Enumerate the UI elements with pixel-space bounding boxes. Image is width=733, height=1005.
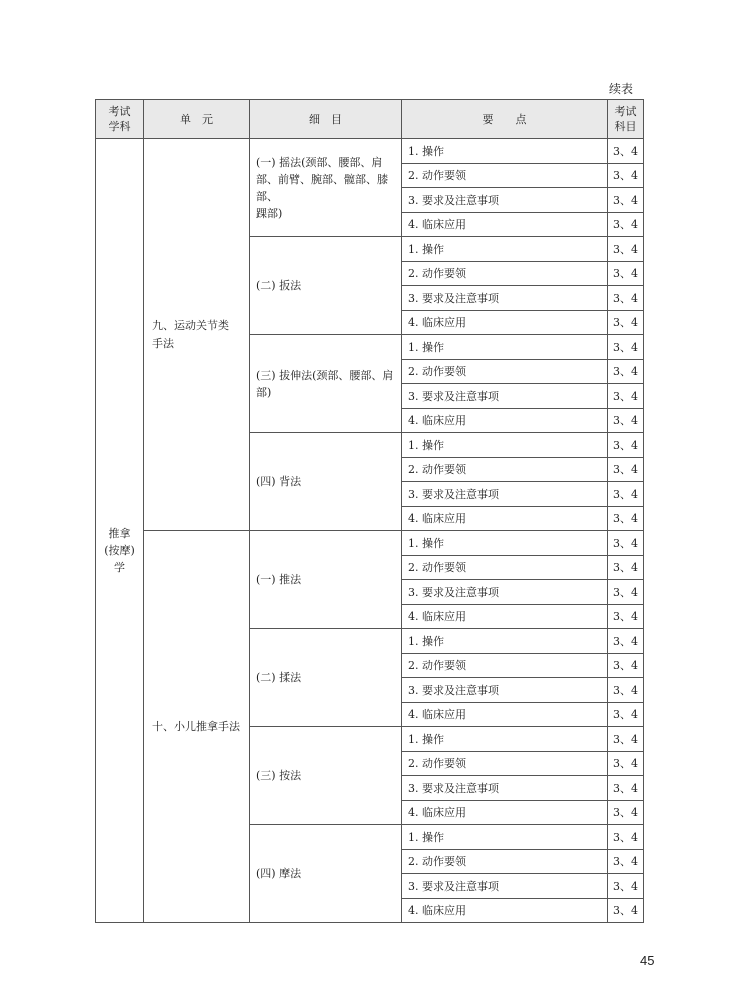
item-cell xyxy=(250,335,402,433)
grade-cell: 3、4 xyxy=(608,237,644,262)
point-cell: 2. 动作要领 xyxy=(402,163,608,188)
continued-label: 续表 xyxy=(608,82,633,96)
point-cell: 3. 要求及注意事项 xyxy=(402,482,608,507)
item-cell xyxy=(250,139,402,237)
point-cell: 1. 操作 xyxy=(402,727,608,752)
item-label: (一) 摇法(颈部、腰部、肩 xyxy=(256,155,383,169)
point-cell: 1. 操作 xyxy=(402,825,608,850)
grade-cell: 3、4 xyxy=(608,531,644,556)
grade-cell: 3、4 xyxy=(608,482,644,507)
grade-cell: 3、4 xyxy=(608,702,644,727)
item-cell xyxy=(250,237,402,335)
table-row xyxy=(96,139,644,164)
unit-cell xyxy=(144,139,250,531)
item-label: (二) 揉法 xyxy=(256,671,302,684)
item-label: 部) xyxy=(256,385,272,399)
point-cell: 2. 动作要领 xyxy=(402,261,608,286)
header-subject xyxy=(96,100,144,139)
unit-label: 九、运动关节类 xyxy=(152,318,229,332)
grade-cell: 3、4 xyxy=(608,874,644,899)
grade-cell: 3、4 xyxy=(608,408,644,433)
point-cell: 1. 操作 xyxy=(402,237,608,262)
unit-label: 手法 xyxy=(152,336,174,350)
point-cell: 2. 动作要领 xyxy=(402,751,608,776)
point-cell: 4. 临床应用 xyxy=(402,310,608,335)
point-cell: 4. 临床应用 xyxy=(402,506,608,531)
point-cell: 4. 临床应用 xyxy=(402,898,608,923)
point-cell: 3. 要求及注意事项 xyxy=(402,678,608,703)
grade-cell: 3、4 xyxy=(608,310,644,335)
subject-cell xyxy=(96,139,144,923)
point-cell: 2. 动作要领 xyxy=(402,849,608,874)
grade-cell: 3、4 xyxy=(608,751,644,776)
point-cell: 3. 要求及注意事项 xyxy=(402,580,608,605)
table-row xyxy=(96,531,644,556)
table-body xyxy=(96,139,644,923)
item-cell xyxy=(250,531,402,629)
page-number: 45 xyxy=(640,953,655,968)
grade-cell: 3、4 xyxy=(608,555,644,580)
grade-cell: 3、4 xyxy=(608,433,644,458)
point-cell: 4. 临床应用 xyxy=(402,800,608,825)
item-cell xyxy=(250,727,402,825)
grade-cell: 3、4 xyxy=(608,286,644,311)
point-cell: 2. 动作要领 xyxy=(402,359,608,384)
header-subject-line: 考试 xyxy=(108,105,131,118)
item-label: (一) 推法 xyxy=(256,573,302,586)
header-grade-line: 考试 xyxy=(614,105,637,118)
point-cell: 2. 动作要领 xyxy=(402,653,608,678)
grade-cell: 3、4 xyxy=(608,678,644,703)
item-label: 部、前臂、腕部、髋部、膝部、 xyxy=(256,172,388,203)
grade-cell: 3、4 xyxy=(608,506,644,531)
item-cell xyxy=(250,433,402,531)
point-cell: 3. 要求及注意事项 xyxy=(402,384,608,409)
grade-cell: 3、4 xyxy=(608,849,644,874)
header-item: 细 目 xyxy=(250,100,402,139)
grade-cell: 3、4 xyxy=(608,335,644,360)
point-cell: 2. 动作要领 xyxy=(402,555,608,580)
point-cell: 4. 临床应用 xyxy=(402,604,608,629)
grade-cell: 3、4 xyxy=(608,653,644,678)
header-grade-line: 科目 xyxy=(614,120,637,133)
point-cell: 4. 临床应用 xyxy=(402,702,608,727)
point-cell: 2. 动作要领 xyxy=(402,457,608,482)
unit-cell xyxy=(144,531,250,923)
grade-cell: 3、4 xyxy=(608,898,644,923)
grade-cell: 3、4 xyxy=(608,457,644,482)
grade-cell: 3、4 xyxy=(608,261,644,286)
point-cell: 1. 操作 xyxy=(402,139,608,164)
grade-cell: 3、4 xyxy=(608,139,644,164)
subject-line: (按摩) xyxy=(104,544,135,557)
point-cell: 3. 要求及注意事项 xyxy=(402,188,608,213)
point-cell: 1. 操作 xyxy=(402,531,608,556)
unit-label: 十、小儿推拿手法 xyxy=(152,719,240,733)
grade-cell: 3、4 xyxy=(608,629,644,654)
point-cell: 3. 要求及注意事项 xyxy=(402,874,608,899)
header-subject-line: 学科 xyxy=(108,120,131,133)
subject-line: 推拿 xyxy=(108,527,131,540)
point-cell: 3. 要求及注意事项 xyxy=(402,286,608,311)
item-cell xyxy=(250,629,402,727)
item-cell xyxy=(250,825,402,923)
point-cell: 1. 操作 xyxy=(402,629,608,654)
grade-cell: 3、4 xyxy=(608,212,644,237)
item-label: 踝部) xyxy=(256,206,283,220)
item-label: (四) 背法 xyxy=(256,475,302,488)
item-label: (四) 摩法 xyxy=(256,867,302,880)
point-cell: 3. 要求及注意事项 xyxy=(402,776,608,801)
subject-line: 学 xyxy=(114,561,125,574)
grade-cell: 3、4 xyxy=(608,800,644,825)
header-point: 要 点 xyxy=(402,100,608,139)
point-cell: 4. 临床应用 xyxy=(402,408,608,433)
grade-cell: 3、4 xyxy=(608,188,644,213)
grade-cell: 3、4 xyxy=(608,825,644,850)
grade-cell: 3、4 xyxy=(608,727,644,752)
point-cell: 4. 临床应用 xyxy=(402,212,608,237)
item-label: (三) 拔伸法(颈部、腰部、肩 xyxy=(256,368,394,382)
grade-cell: 3、4 xyxy=(608,580,644,605)
grade-cell: 3、4 xyxy=(608,604,644,629)
header-unit: 单 元 xyxy=(144,100,250,139)
header-row xyxy=(96,100,644,139)
header-grade xyxy=(608,100,644,139)
item-label: (二) 扳法 xyxy=(256,279,302,292)
syllabus-table xyxy=(95,99,644,923)
grade-cell: 3、4 xyxy=(608,359,644,384)
grade-cell: 3、4 xyxy=(608,163,644,188)
grade-cell: 3、4 xyxy=(608,384,644,409)
point-cell: 1. 操作 xyxy=(402,433,608,458)
grade-cell: 3、4 xyxy=(608,776,644,801)
point-cell: 1. 操作 xyxy=(402,335,608,360)
item-label: (三) 按法 xyxy=(256,769,302,782)
